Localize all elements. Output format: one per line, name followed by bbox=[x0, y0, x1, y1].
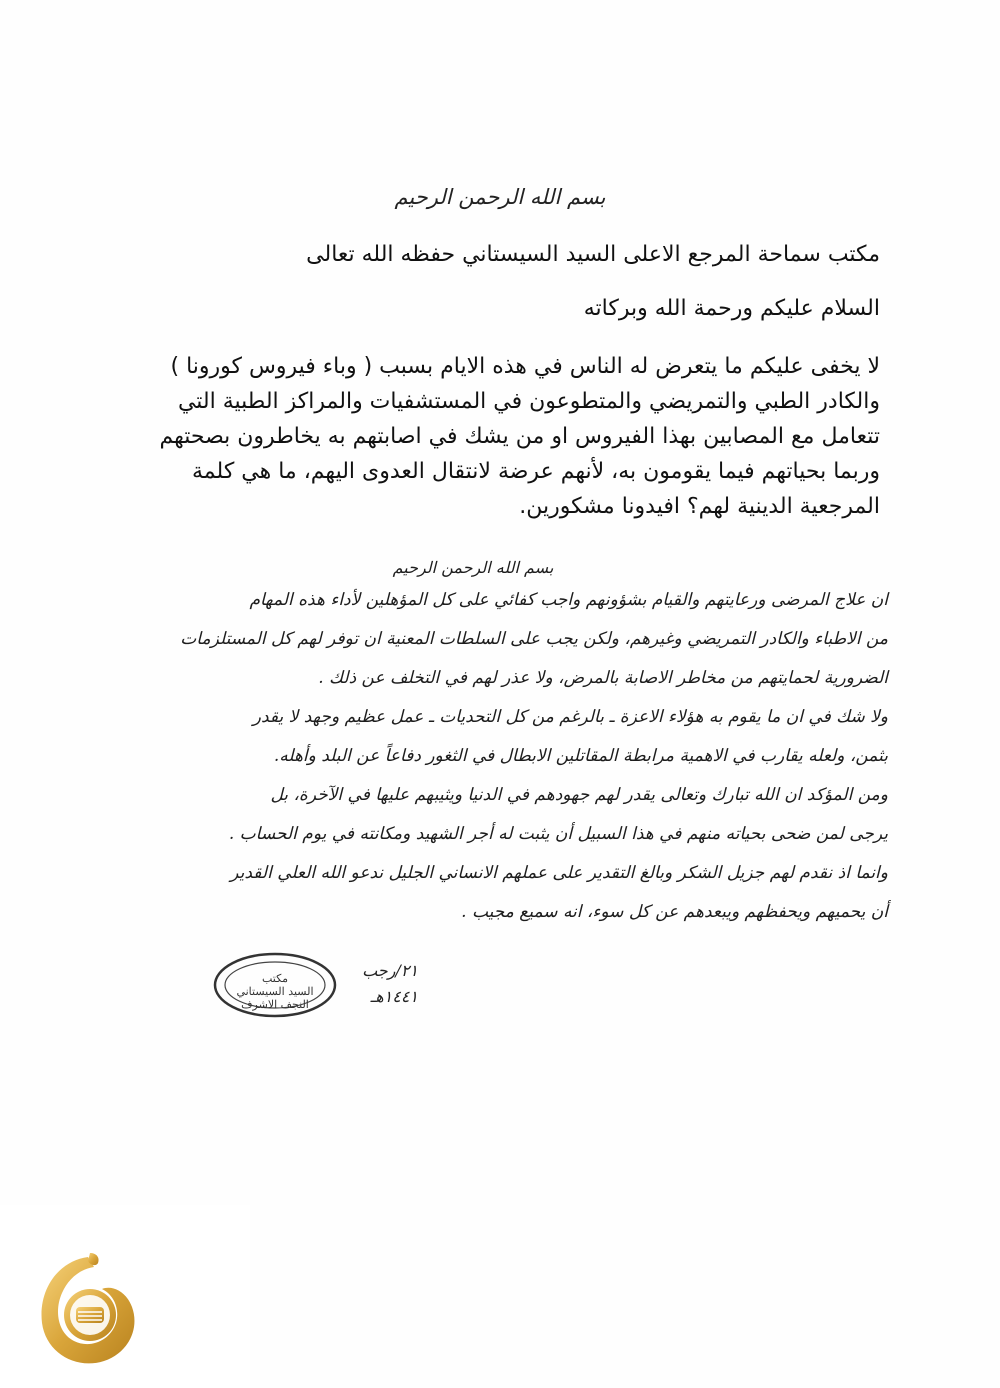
addressee-line: مكتب سماحة المرجع الاعلى السيد السيستاني حفظه الله تعالى bbox=[306, 242, 880, 267]
basmala-header: بسم الله الرحمن الرحيم bbox=[394, 185, 606, 209]
gold-emblem-icon bbox=[28, 1245, 148, 1375]
answer-line: ان علاج المرضى ورعايتهم والقيام بشؤونهم واجب كفائي على كل المؤهلين لأداء هذه المهام bbox=[249, 590, 888, 610]
answer-basmala: بسم الله الرحمن الرحيم bbox=[392, 558, 554, 577]
question-section bbox=[120, 240, 880, 527]
answer-line: الضرورية لحمايتهم من مخاطر الاصابة بالمرض، ولا عذر لهم في التخلف عن ذلك . bbox=[318, 668, 888, 688]
question-body bbox=[120, 352, 880, 522]
seal-line: مكتب bbox=[261, 972, 289, 985]
seal-line: النجف الاشرف bbox=[241, 998, 309, 1011]
answer-line: بثمن، ولعله يقارب في الاهمية مرابطة المقاتلين الابطال في الثغور دفاعاً عن البلد وأهله. bbox=[273, 746, 888, 766]
answer-line: يرجى لمن ضحى بحياته منهم في هذا السبيل أن يثبت له أجر الشهيد ومكانته في يوم الحساب . bbox=[228, 824, 888, 844]
date-day-month: ٢١/رجب bbox=[362, 961, 418, 980]
question-line: لا يخفى عليكم ما يتعرض له الناس في هذه الايام بسبب ( وباء فيروس كورونا ) bbox=[170, 354, 880, 379]
question-line: المرجعية الدينية لهم؟ افيدونا مشكورين. bbox=[519, 494, 880, 519]
handwritten-answer bbox=[118, 558, 888, 940]
seal-text bbox=[232, 972, 318, 1011]
answer-line: أن يحميهم ويحفظهم ويبعدهم عن كل سوء، انه سميع مجيب . bbox=[461, 902, 888, 922]
question-line: وربما بحياتهم فيما يقومون به، لأنهم عرضة لانتقال العدوى اليهم، ما هي كلمة bbox=[192, 459, 880, 484]
date-block bbox=[318, 958, 418, 1010]
question-line: والكادر الطبي والتمريضي والمتطوعون في المستشفيات والمراكز الطبية التي bbox=[177, 389, 880, 414]
greeting-line: السلام عليكم ورحمة الله وبركاته bbox=[583, 296, 880, 321]
answer-line: من الاطباء والكادر التمريضي وغيرهم، ولكن يجب على السلطات المعنية ان توفر لهم كل المستلزمات bbox=[180, 629, 888, 649]
seal-line: السيد السيستاني bbox=[236, 985, 314, 998]
question-line: تتعامل مع المصابين بهذا الفيروس او من يشك في اصابتهم به يخاطرون بصحتهم bbox=[159, 424, 880, 449]
answer-line: ولا شك في ان ما يقوم به هؤلاء الاعزة ـ بالرغم من كل التحديات ـ عمل عظيم وجهد لا يقدر bbox=[252, 707, 888, 727]
answer-line: وانما اذ نقدم لهم جزيل الشكر وبالغ التقدير على عملهم الانساني الجليل ندعو الله العلي القدير bbox=[230, 863, 888, 883]
answer-line: ومن المؤكد ان الله تبارك وتعالى يقدر لهم جهودهم في الدنيا ويثيبهم عليها في الآخرة، بل bbox=[270, 785, 888, 805]
date-year: ١٤٤١هـ bbox=[370, 987, 418, 1006]
